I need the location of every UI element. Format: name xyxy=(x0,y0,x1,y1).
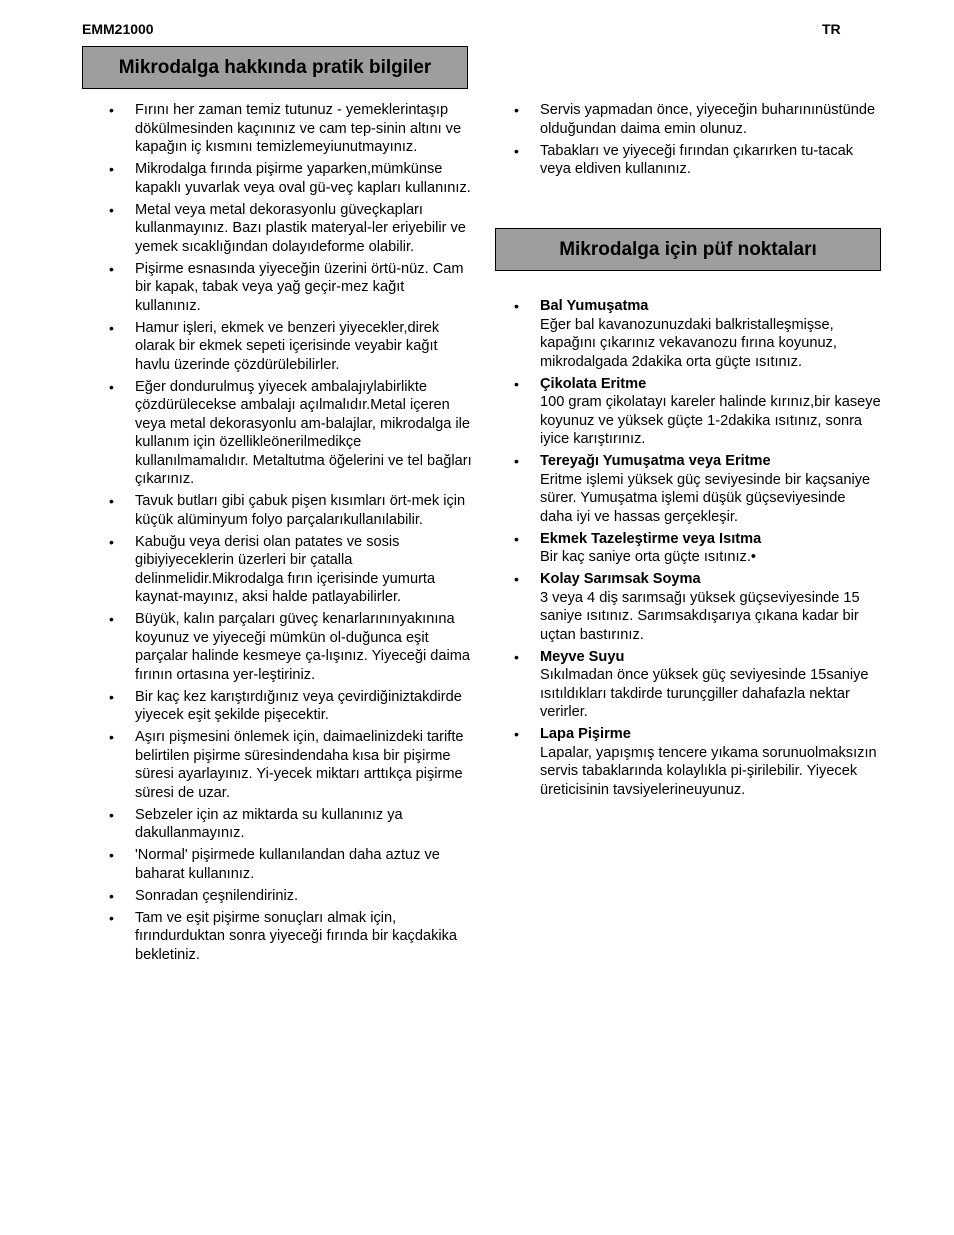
list-item: • Eğer dondurulmuş yiyecek ambalajıylabirlikte çözdürülecekse ambalajı açılmalıdır.Metal içeren veya metal dekorasyonlu am-balajlar, mikrodalga ile kullanım için özellikleönerilmedikçe kullanılmamalıdır. Metaltutma öğelerini ve tel bağları çıkarınız. xyxy=(82,378,472,489)
tip-item xyxy=(487,530,882,567)
tip-title: • Tereyağı Yumuşatma veya Eritme xyxy=(540,453,771,469)
list-item: • Aşırı pişmesini önlemek için, daimaelinizdeki tarifte belirtilen pişirme süresindendaha kısa bir pişirme süresi ayarlayınız. Yi-yecek miktarı arttıkça pişirme süresi de uzar. xyxy=(82,728,472,802)
list-item: • Sebzeler için az miktarda su kullanınız ya dakullanmayınız. xyxy=(82,806,472,843)
section-heading-practical-info xyxy=(82,46,468,89)
list-item: • Tabakları ve yiyeceği fırından çıkarırken tu-tacak veya eldiven kullanınız. xyxy=(487,142,882,179)
tip-title: • Meyve Suyu xyxy=(540,648,625,665)
tip-title: • Çikolata Eritme xyxy=(540,375,647,392)
tip-body: Bir kaç saniye orta güçte ısıtınız.• xyxy=(540,549,756,565)
list-item: • Sonradan çeşnilendiriniz. xyxy=(82,887,472,906)
tip-item xyxy=(487,297,882,371)
practical-info-list-right xyxy=(487,101,882,182)
list-item: • Hamur işleri, ekmek ve benzeri yiyecekler,direk olarak bir ekmek sepeti içerisinde veyabir kağıt havlu üzerinde çözdürülebilirler. xyxy=(82,319,472,375)
tip-body: 100 gram çikolatayı kareler halinde kırınız,bir kaseye koyunuz ve yüksek güçte 1-2dakika ısıtınız, sonra iyice karıştırınız. xyxy=(540,394,881,447)
tip-body: Eğer bal kavanozunuzdaki balkristalleşmişse, kapağını çıkarınız vekavanozu fırına koyunuz, mikrodalgada 2dakika orta güçte ısıtınız. xyxy=(540,316,837,370)
list-item: • Tavuk butları gibi çabuk pişen kısımları ört-mek için küçük alüminyum folyo parçalarıkullanılabilir. xyxy=(82,492,472,529)
tip-body: Lapalar, yapışmış tencere yıkama sorunuolmaksızın servis tabaklarında kolaylıkla pi-şirilebilir. Yiyecek üreticisinin tavsiyelerineuyunuz. xyxy=(540,744,877,798)
tip-item xyxy=(487,725,882,799)
tip-body: Eritme işlemi yüksek güç seviyesinde bir kaçsaniye sürer. Yumuşatma işlemi düşük güçseviyesinde daha iyi ve hassas gerçekleşir. xyxy=(540,471,871,525)
tips-list xyxy=(487,297,882,803)
list-item: • Tam ve eşit pişirme sonuçları almak için, fırındurduktan sonra yiyeceği fırında bir kaçdakika bekletiniz. xyxy=(82,909,472,965)
tip-item xyxy=(487,570,882,644)
tip-item xyxy=(487,452,882,526)
list-item: • Servis yapmadan önce, yiyeceğin buharınınüstünde olduğundan daima emin olunuz. xyxy=(487,101,882,138)
list-item: • Mikrodalga fırında pişirme yaparken,mümkünse kapaklı yuvarlak veya oval gü-veç kapları kullanınız. xyxy=(82,160,472,197)
tip-title: • Bal Yumuşatma xyxy=(540,298,649,314)
tip-item xyxy=(487,648,882,722)
practical-info-list-left xyxy=(82,101,472,968)
tip-body: 3 veya 4 diş sarımsağı yüksek güçseviyesinde 15 saniye ısıtınız. Sarımsakdışarıya çıkana kadar bir uçtan bastırınız. xyxy=(540,589,860,643)
section-heading-text: Mikrodalga hakkında pratik bilgiler xyxy=(118,56,432,78)
tip-title: • Kolay Sarımsak Soyma xyxy=(540,571,701,587)
section-heading-text: Mikrodalga için püf noktaları xyxy=(559,238,817,260)
model-number: EMM21000 xyxy=(82,21,154,37)
list-item: • Bir kaç kez karıştırdığınız veya çevirdiğiniztakdirde yiyecek eşit şekilde pişecektir. xyxy=(82,688,472,725)
list-item: • Metal veya metal dekorasyonlu güveçkapları kullanmayınız. Bazı plastik materyal-ler eriyebilir ve yemek sıcaklığından dolayıdeforme olabilir. xyxy=(82,201,472,257)
section-heading-tips xyxy=(495,228,881,271)
list-item: • Fırını her zaman temiz tutunuz - yemeklerintaşıp dökülmesinden kaçınınız ve cam tep-sinin altını ve kapağın iç kısmını temizlemeyiunutmayınız. xyxy=(82,101,472,157)
tip-title: • Lapa Pişirme xyxy=(540,726,631,742)
tip-title: • Ekmek Tazeleştirme veya Isıtma xyxy=(540,530,762,547)
list-item: • Kabuğu veya derisi olan patates ve sosis gibiyiyeceklerin üzerleri bir çatalla delinmelidir.Mikrodalga fırın içerisinde yumurta kaynat-mayınız, aksi halde patlayabilirler. xyxy=(82,533,472,607)
language-code: TR xyxy=(822,21,841,37)
tip-item xyxy=(487,375,882,449)
list-item: • 'Normal' pişirmede kullanılandan daha aztuz ve baharat kullanınız. xyxy=(82,846,472,883)
tip-body: Sıkılmadan önce yüksek güç seviyesinde 15saniye ısıtıldıkları takdirde turunçgiller dahafazla nektar verirler. xyxy=(540,667,869,720)
list-item: • Pişirme esnasında yiyeceğin üzerini örtü-nüz. Cam bir kapak, tabak veya yağ geçir-mez kağıt kullanınız. xyxy=(82,260,472,316)
list-item: • Büyük, kalın parçaları güveç kenarlarınınyakınına koyunuz ve yiyeceği mümkün ol-duğunca eşit parçalar halinde kesmeye ça-lışınız. Yiyeceği daima fırının ortasına yer-leştiriniz. xyxy=(82,610,472,684)
